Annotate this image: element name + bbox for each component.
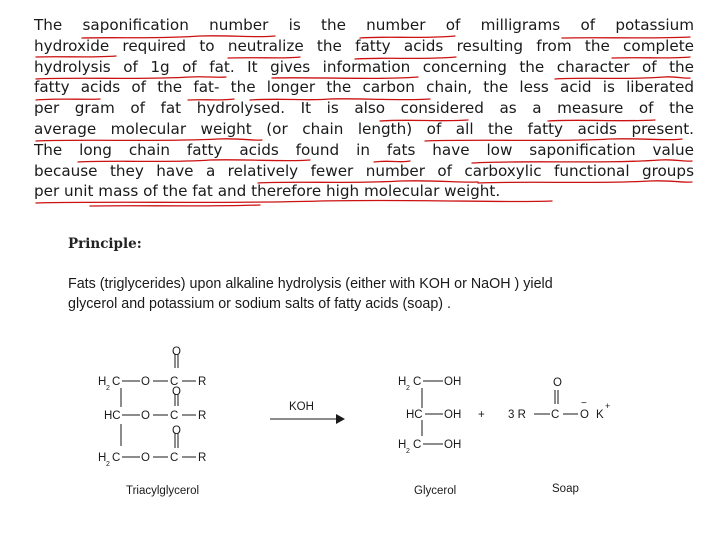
atom-subscript: 2 bbox=[406, 448, 410, 455]
paragraph-line: per gram of fat hydrolysed. It is also considered as a measure of the bbox=[34, 99, 694, 118]
atom-label: O bbox=[580, 409, 589, 421]
principle-heading: Principle: bbox=[68, 236, 142, 252]
atom-label: O bbox=[141, 410, 150, 422]
paragraph-line: hydrolysis of 1g of fat. It gives information concerning the character of the bbox=[34, 57, 694, 76]
atom-label: HC bbox=[406, 409, 423, 421]
atom-label: C bbox=[170, 452, 179, 464]
atom-subscript: 2 bbox=[106, 385, 110, 392]
atom-label: C bbox=[170, 376, 179, 388]
atom-label: 3 R bbox=[508, 409, 526, 421]
atom-label: C bbox=[413, 439, 422, 451]
glycerol-label: Glycerol bbox=[414, 485, 457, 497]
atom-label: H bbox=[398, 439, 407, 451]
soap-label: Soap bbox=[552, 483, 579, 495]
atom-label: C bbox=[551, 409, 560, 421]
atom-label: R bbox=[198, 410, 207, 422]
paragraph-line: average molecular weight (or chain length) of all the fatty acids present. bbox=[34, 119, 694, 138]
arrow-head-icon bbox=[336, 414, 345, 424]
atom-label: C bbox=[170, 410, 179, 422]
atom-label: H bbox=[98, 452, 107, 464]
charge-plus: + bbox=[605, 401, 611, 411]
atom-label: R bbox=[198, 452, 207, 464]
paragraph-line: hydroxide required to neutralize the fatty acids resulting from the complete bbox=[34, 36, 694, 55]
triacylglycerol-structure bbox=[98, 346, 206, 468]
atom-label: C bbox=[112, 452, 121, 464]
paragraph-line: fatty acids of the fat- the longer the carbon chain, the less acid is liberated bbox=[34, 78, 694, 97]
atom-label: O bbox=[141, 452, 150, 464]
reaction-arrow bbox=[270, 401, 345, 424]
reagent-label: KOH bbox=[289, 401, 314, 413]
atom-label: O bbox=[172, 425, 181, 437]
paragraph-line: The saponification number is the number of milligrams of potassium bbox=[34, 16, 694, 34]
atom-label: O bbox=[141, 376, 150, 388]
atom-label: OH bbox=[444, 376, 462, 388]
paragraph-line: The long chain fatty acids found in fats have low saponification value bbox=[34, 140, 694, 159]
charge-minus: − bbox=[581, 398, 587, 409]
atom-subscript: 2 bbox=[406, 385, 410, 392]
paragraph-line: because they have a relatively fewer number of carboxylic functional groups bbox=[34, 161, 694, 180]
atom-label: C bbox=[112, 376, 121, 388]
atom-label: O bbox=[172, 346, 181, 358]
paragraph-line: per unit mass of the fat and therefore high molecular weight. bbox=[34, 182, 501, 201]
atom-label: O bbox=[553, 377, 562, 389]
principle-line: glycerol and potassium or sodium salts of fatty acids (soap) . bbox=[68, 296, 452, 312]
atom-label: C bbox=[413, 376, 422, 388]
triacylglycerol-label: Triacylglycerol bbox=[126, 485, 200, 497]
atom-label: H bbox=[98, 376, 107, 388]
principle-line: Fats (triglycerides) upon alkaline hydrolysis (either with KOH or NaOH ) yield bbox=[68, 276, 553, 292]
soap-structure bbox=[508, 377, 610, 421]
atom-label: R bbox=[198, 376, 207, 388]
atom-label: OH bbox=[444, 439, 462, 451]
atom-label: K bbox=[596, 409, 604, 421]
atom-subscript: 2 bbox=[106, 461, 110, 468]
atom-label: H bbox=[398, 376, 407, 388]
atom-label: O bbox=[172, 386, 181, 398]
glycerol-structure bbox=[398, 376, 461, 455]
atom-label: HC bbox=[104, 410, 121, 422]
plus-sign: + bbox=[478, 409, 485, 421]
atom-label: OH bbox=[444, 409, 462, 421]
